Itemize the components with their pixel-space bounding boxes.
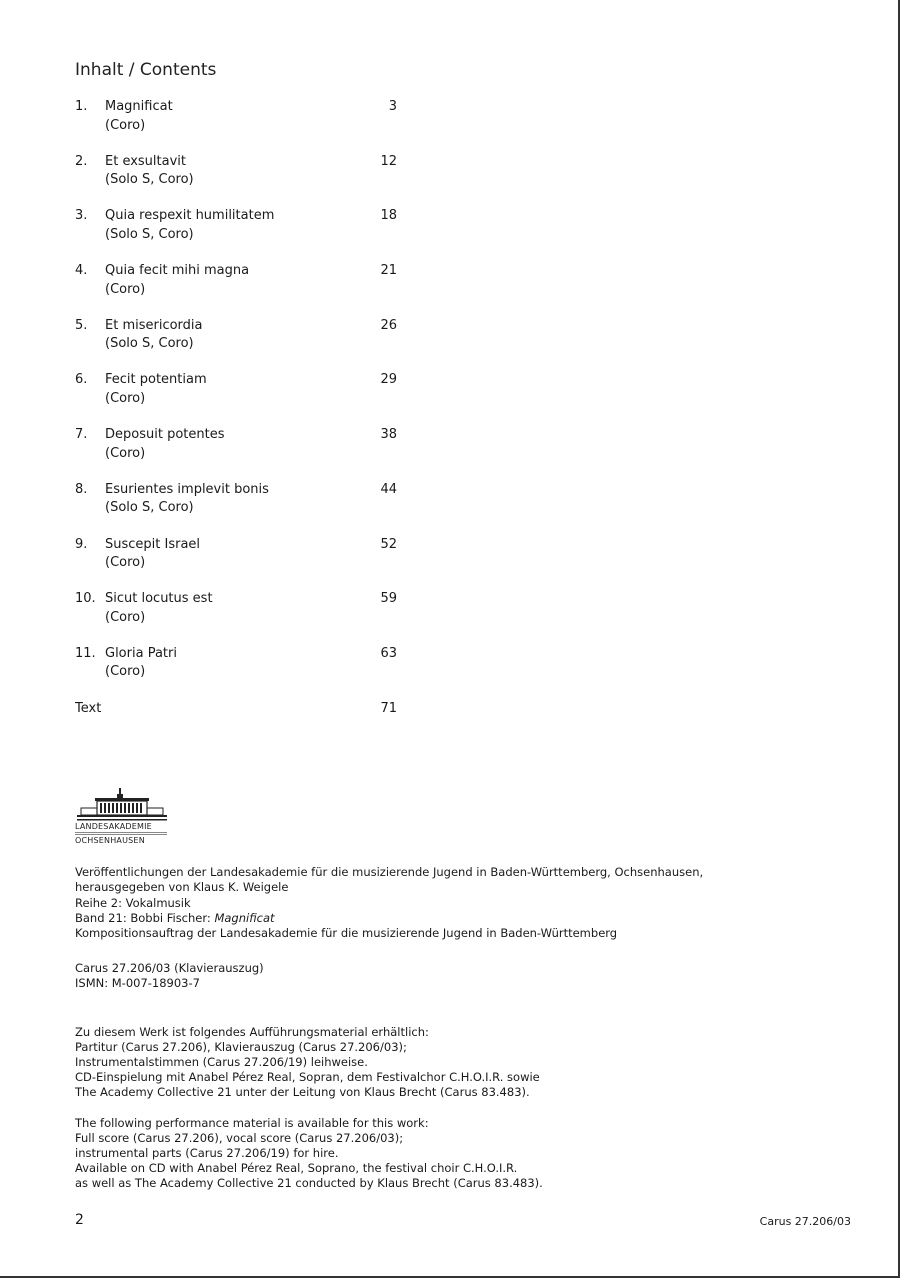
toc-page: 38 [380,427,397,443]
toc-number: 11. [75,645,96,661]
toc-entry [75,536,405,591]
material-line: Full score (Carus 27.206), vocal score (Carus 27.206/03); [75,1131,404,1146]
material-line: CD-Einspielung mit Anabel Pérez Real, Sopran, dem Festivalchor C.H.O.I.R. sowie [75,1070,540,1085]
toc-entry [75,262,405,317]
toc-text-page: 71 [380,701,397,716]
toc-page: 59 [380,591,397,607]
toc-voices: (Coro) [105,664,146,680]
imprint-line [75,911,775,926]
page-title: Inhalt / Contents [75,60,217,80]
toc-number: 10. [75,591,96,607]
material-line: as well as The Academy Collective 21 conducted by Klaus Brecht (Carus 83.483). [75,1176,543,1191]
toc-title: Et misericordia [105,317,203,333]
toc-page: 44 [380,481,397,497]
toc-page: 3 [388,99,397,114]
toc-entry [75,371,405,426]
toc-page: 21 [380,263,397,279]
toc-entry [75,207,405,262]
page-number: 2 [75,1212,84,1228]
logo-text-line1: LANDESAKADEMIE [75,822,152,831]
toc-number: 6. [75,372,88,388]
toc-entry [75,481,405,536]
material-line: Zu diesem Werk ist folgendes Aufführungsmaterial erhältlich: [75,1025,429,1039]
toc-voices: (Solo S, Coro) [105,226,194,242]
toc-number: 3. [75,208,88,224]
toc-entry [75,426,405,481]
material-line: Instrumentalstimmen (Carus 27.206/19) leihweise. [75,1055,368,1070]
toc-page: 52 [380,536,397,552]
toc-voices: (Coro) [105,609,146,625]
toc-title: Fecit potentiam [105,372,207,388]
landesakademie-logo [75,788,175,845]
toc-number: 5. [75,317,88,333]
imprint-line: Kompositionsauftrag der Landesakademie für die musizierende Jugend in Baden-Württemberg [75,926,618,941]
toc-voices: (Solo S, Coro) [105,336,194,352]
toc-voices: (Coro) [105,555,146,570]
toc-title: Quia respexit humilitatem [105,208,275,224]
toc-page: 12 [380,153,397,169]
toc-title: Deposuit potentes [105,427,225,443]
toc-page: 29 [380,372,397,388]
toc-voices: (Coro) [105,390,146,406]
catalog-block [75,961,264,992]
toc-number: 2. [75,153,88,169]
catalog-number: Carus 27.206/03 (Klavierauszug) [75,961,264,975]
toc-entry [75,153,405,208]
logo-text-line2: OCHSENHAUSEN [75,836,145,845]
toc-voices: (Solo S, Coro) [105,172,194,188]
footer-catalog-code: Carus 27.206/03 [759,1215,851,1228]
material-line: The Academy Collective 21 unter der Leitung von Klaus Brecht (Carus 83.483). [75,1085,530,1100]
toc-title: Sicut locutus est [105,591,213,607]
performance-material-german [75,1025,540,1100]
toc-number: 7. [75,427,88,443]
imprint-line: herausgegeben von Klaus K. Weigele [75,880,289,895]
imprint-block [75,865,775,941]
band-prefix: Band 21: Bobbi Fischer: [75,910,215,925]
toc-title: Gloria Patri [105,645,177,661]
toc-page: 18 [380,208,397,224]
toc-number: 8. [75,481,88,497]
imprint-line: Veröffentlichungen der Landesakademie für die musizierende Jugend in Baden-Württemberg, Ochsenhausen, [75,865,704,879]
toc-title: Et exsultavit [105,153,186,169]
toc-text-label: Text [75,701,102,716]
toc-title: Magnificat [105,99,173,114]
toc-number: 4. [75,263,88,279]
toc-entry [75,317,405,372]
table-of-contents [75,98,405,700]
performance-material-english [75,1116,543,1191]
toc-title: Quia fecit mihi magna [105,263,250,279]
work-title: Magnificat [214,910,275,925]
toc-page: 26 [380,317,397,333]
material-line: Partitur (Carus 27.206), Klavierauszug (Carus 27.206/03); [75,1040,407,1055]
ismn: ISMN: M-007-18903-7 [75,976,200,991]
imprint-line: Reihe 2: Vokalmusik [75,895,191,910]
material-line: Available on CD with Anabel Pérez Real, Soprano, the festival choir C.H.O.I.R. [75,1161,518,1176]
building-icon [75,788,169,822]
toc-voices: (Coro) [105,445,146,461]
toc-entry [75,590,405,645]
toc-voices: (Solo S, Coro) [105,500,194,516]
toc-voices: (Coro) [105,281,146,297]
toc-number: 9. [75,536,88,552]
toc-voices: (Coro) [105,117,146,133]
material-line: The following performance material is available for this work: [75,1116,429,1130]
toc-number: 1. [75,99,88,114]
toc-title: Esurientes implevit bonis [105,481,269,497]
toc-title: Suscepit Israel [105,536,201,552]
toc-entry [75,98,405,153]
material-line: instrumental parts (Carus 27.206/19) for hire. [75,1146,339,1161]
toc-entry [75,645,405,700]
toc-page: 63 [380,645,397,661]
logo-subline [75,832,167,835]
